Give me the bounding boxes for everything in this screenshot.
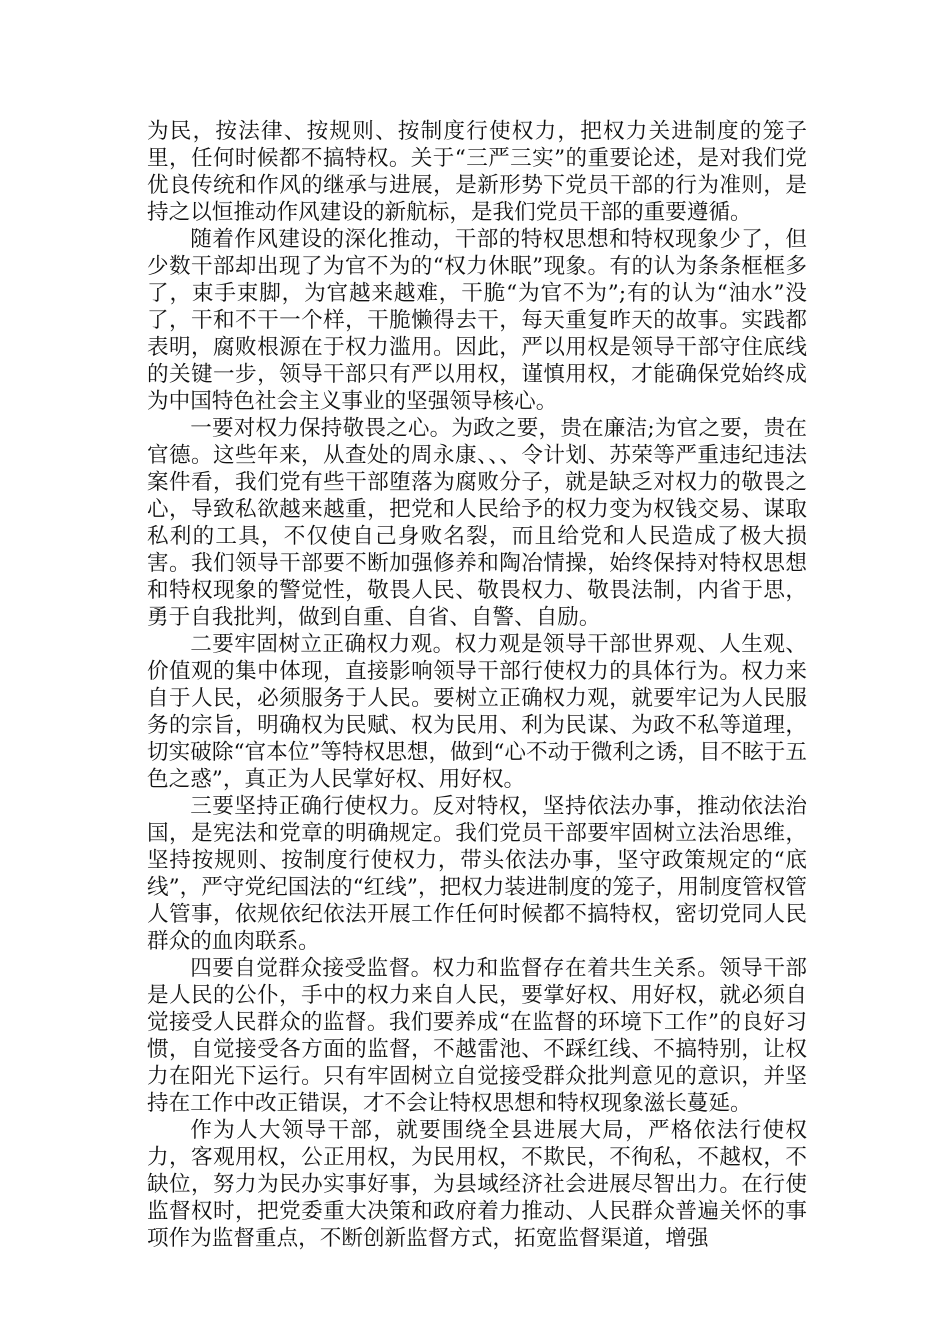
paragraph-3: 一要对权力保持敬畏之心。为政之要，贵在廉洁;为官之要，贵在官德。这些年来，从查处的周永康、、、令计划、苏荣等严重违纪违法案件看，我们党有些干部堕落为腐败分子，就是缺乏对权力的敬畏之心，导致私欲越来越重，把党和人民给予的权力变为权钱交易、谋取私利的工具，不仅使自己身败名裂，而且给党和人民造成了极大损害。我们领导干部要不断加强修养和陶冶情操，始终保持对特权思想和特权现象的警觉性，敬畏人民、敬畏权力、敬畏法制，内省于思，勇于自我批判，做到自重、自省、自警、自励。 (147, 416, 807, 630)
document-page (147, 118, 807, 1252)
paragraph-7: 作为人大领导干部，就要围绕全县进展大局，严格依法行使权力，客观用权，公正用权，为民用权，不欺民，不徇私，不越权，不缺位，努力为民办实事好事，为县域经济社会进展尽智出力。在行使监督权时，把党委重大决策和政府着力推动、人民群众普遍关怀的事项作为监督重点，不断创新监督方式，拓宽监督渠道，增强 (147, 1118, 807, 1251)
paragraph-6: 四要自觉群众接受监督。权力和监督存在着共生关系。领导干部是人民的公仆，手中的权力来自人民，要掌好权、用好权，就必须自觉接受人民群众的监督。我们要养成“在监督的环境下工作”的良好习惯，自觉接受各方面的监督，不越雷池、不踩红线、不搞特别，让权力在阳光下运行。只有牢固树立自觉接受群众批判意见的意识，并坚持在工作中改正错误，才不会让特权思想和特权现象滋长蔓延。 (147, 956, 807, 1116)
paragraph-4: 二要牢固树立正确权力观。权力观是领导干部世界观、人生观、价值观的集中体现，直接影响领导干部行使权力的具体行为。权力来自于人民，必须服务于人民。要树立正确权力观，就要牢记为人民服务的宗旨，明确权为民赋、权为民用、利为民谋、为政不私等道理，切实破除“官本位”等特权思想，做到“心不动于微利之诱，目不眩于五色之惑”，真正为人民掌好权、用好权。 (147, 632, 807, 792)
paragraph-5: 三要坚持正确行使权力。反对特权，坚持依法办事，推动依法治国，是宪法和党章的明确规定。我们党员干部要牢固树立法治思维，坚持按规则、按制度行使权力，带头依法办事，坚守政策规定的“底线”，严守党纪国法的“红线”，把权力装进制度的笼子，用制度管权管人管事，依规依纪依法开展工作任何时候都不搞特权，密切党同人民群众的血肉联系。 (147, 794, 807, 954)
paragraph-1: 为民，按法律、按规则、按制度行使权力，把权力关进制度的笼子里，任何时候都不搞特权。关于“三严三实”的重要论述，是对我们党优良传统和作风的继承与进展，是新形势下党员干部的行为准则，是持之以恒推动作风建设的新航标，是我们党员干部的重要遵循。 (147, 119, 807, 225)
paragraph-2: 随着作风建设的深化推动，干部的特权思想和特权现象少了，但少数干部却出现了为官不为的“权力休眠”现象。有的认为条条框框多了，束手束脚，为官越来越难，干脆“为官不为”;有的认为“油水”没了，干和不干一个样，干脆懒得去干，每天重复昨天的故事。实践都表明，腐败根源在于权力滥用。因此，严以用权是领导干部守住底线的关键一步，领导干部只有严以用权，谨慎用权，才能确保党始终成为中国特色社会主义事业的坚强领导核心。 (147, 227, 807, 414)
